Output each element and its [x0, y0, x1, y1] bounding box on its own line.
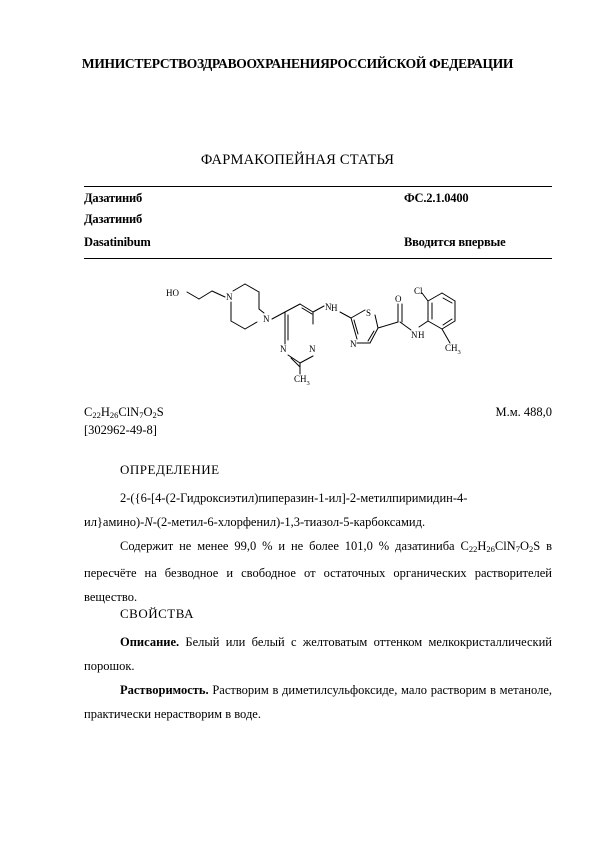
atom-n-piperazine-2: N	[263, 314, 270, 324]
atom-ho: HO	[166, 288, 179, 298]
solubility-paragraph: Растворимость. Растворим в диметилсульфоксиде, мало растворим в метаноле, практически нерастворим в воде.	[84, 683, 552, 721]
document-title: ФАРМАКОПЕЙНАЯ СТАТЬЯ	[200, 152, 395, 168]
atom-ch3-phenyl: $CH_3$	[445, 343, 461, 356]
structural-formula	[0, 270, 595, 395]
drug-name-latin: Dasatinibum	[84, 235, 151, 249]
description-paragraph: Описание. Белый или белый с желтоватым оттенком мелкокристаллический порошок.	[84, 635, 552, 673]
atom-n-piperazine-1: N	[226, 292, 233, 302]
cas-number: [302962-49-8]	[84, 423, 157, 437]
molecular-mass: М.м. 488,0	[495, 405, 552, 419]
atom-n-thiazole: N	[350, 339, 357, 349]
chemical-name: 2-({6-[4-(2-Гидроксиэтил)пиперазин-1-ил]-2-метилпиримидин-4- ил}амино)-N-(2-метил-6-хлорфенил)-1,3-тиазол-5-карбоксамид.	[84, 491, 468, 529]
atom-cl: Cl	[414, 286, 423, 296]
content-paragraph: Содержит не менее 99,0 % и не более 101,0 % дазатиниба $C_{22}H_{26}ClN_7O_2S$ в пересчёте на безводное и свободное от остаточных органических растворителей вещество.	[84, 539, 552, 604]
rule-top	[84, 186, 552, 187]
atom-n-link: N	[325, 302, 332, 312]
atom-n-amide: N	[411, 330, 418, 340]
molecular-formula: $C_{22}H_{26}ClN_7O_2S$	[84, 405, 164, 420]
content-formula: $C_{22}H_{26}ClN_7O_2S$	[460, 539, 541, 554]
atom-n-pyrimidine-2: N	[280, 344, 287, 354]
atom-h-amide: H	[418, 330, 425, 340]
drug-name-ru-1: Дазатиниб	[84, 191, 142, 205]
drug-name-ru-2: Дазатиниб	[84, 212, 142, 226]
atom-h-link: H	[331, 303, 338, 313]
atom-s-thiazole: S	[366, 308, 372, 318]
atom-ch3-pyrimidine: $CH_3$	[294, 374, 310, 387]
atom-n-pyrimidine-1: N	[309, 344, 316, 354]
article-status: Вводится впервые	[404, 235, 506, 249]
article-code: ФС.2.1.0400	[404, 191, 469, 205]
atom-o-amide: O	[395, 294, 402, 304]
properties-heading: СВОЙСТВА	[120, 606, 194, 621]
definition-heading: ОПРЕДЕЛЕНИЕ	[120, 462, 220, 477]
rule-bottom	[84, 258, 552, 259]
ministry-header: МИНИСТЕРСТВОЗДРАВООХРАНЕНИЯРОССИЙСКОЙ ФЕДЕРАЦИИ	[81, 56, 514, 71]
